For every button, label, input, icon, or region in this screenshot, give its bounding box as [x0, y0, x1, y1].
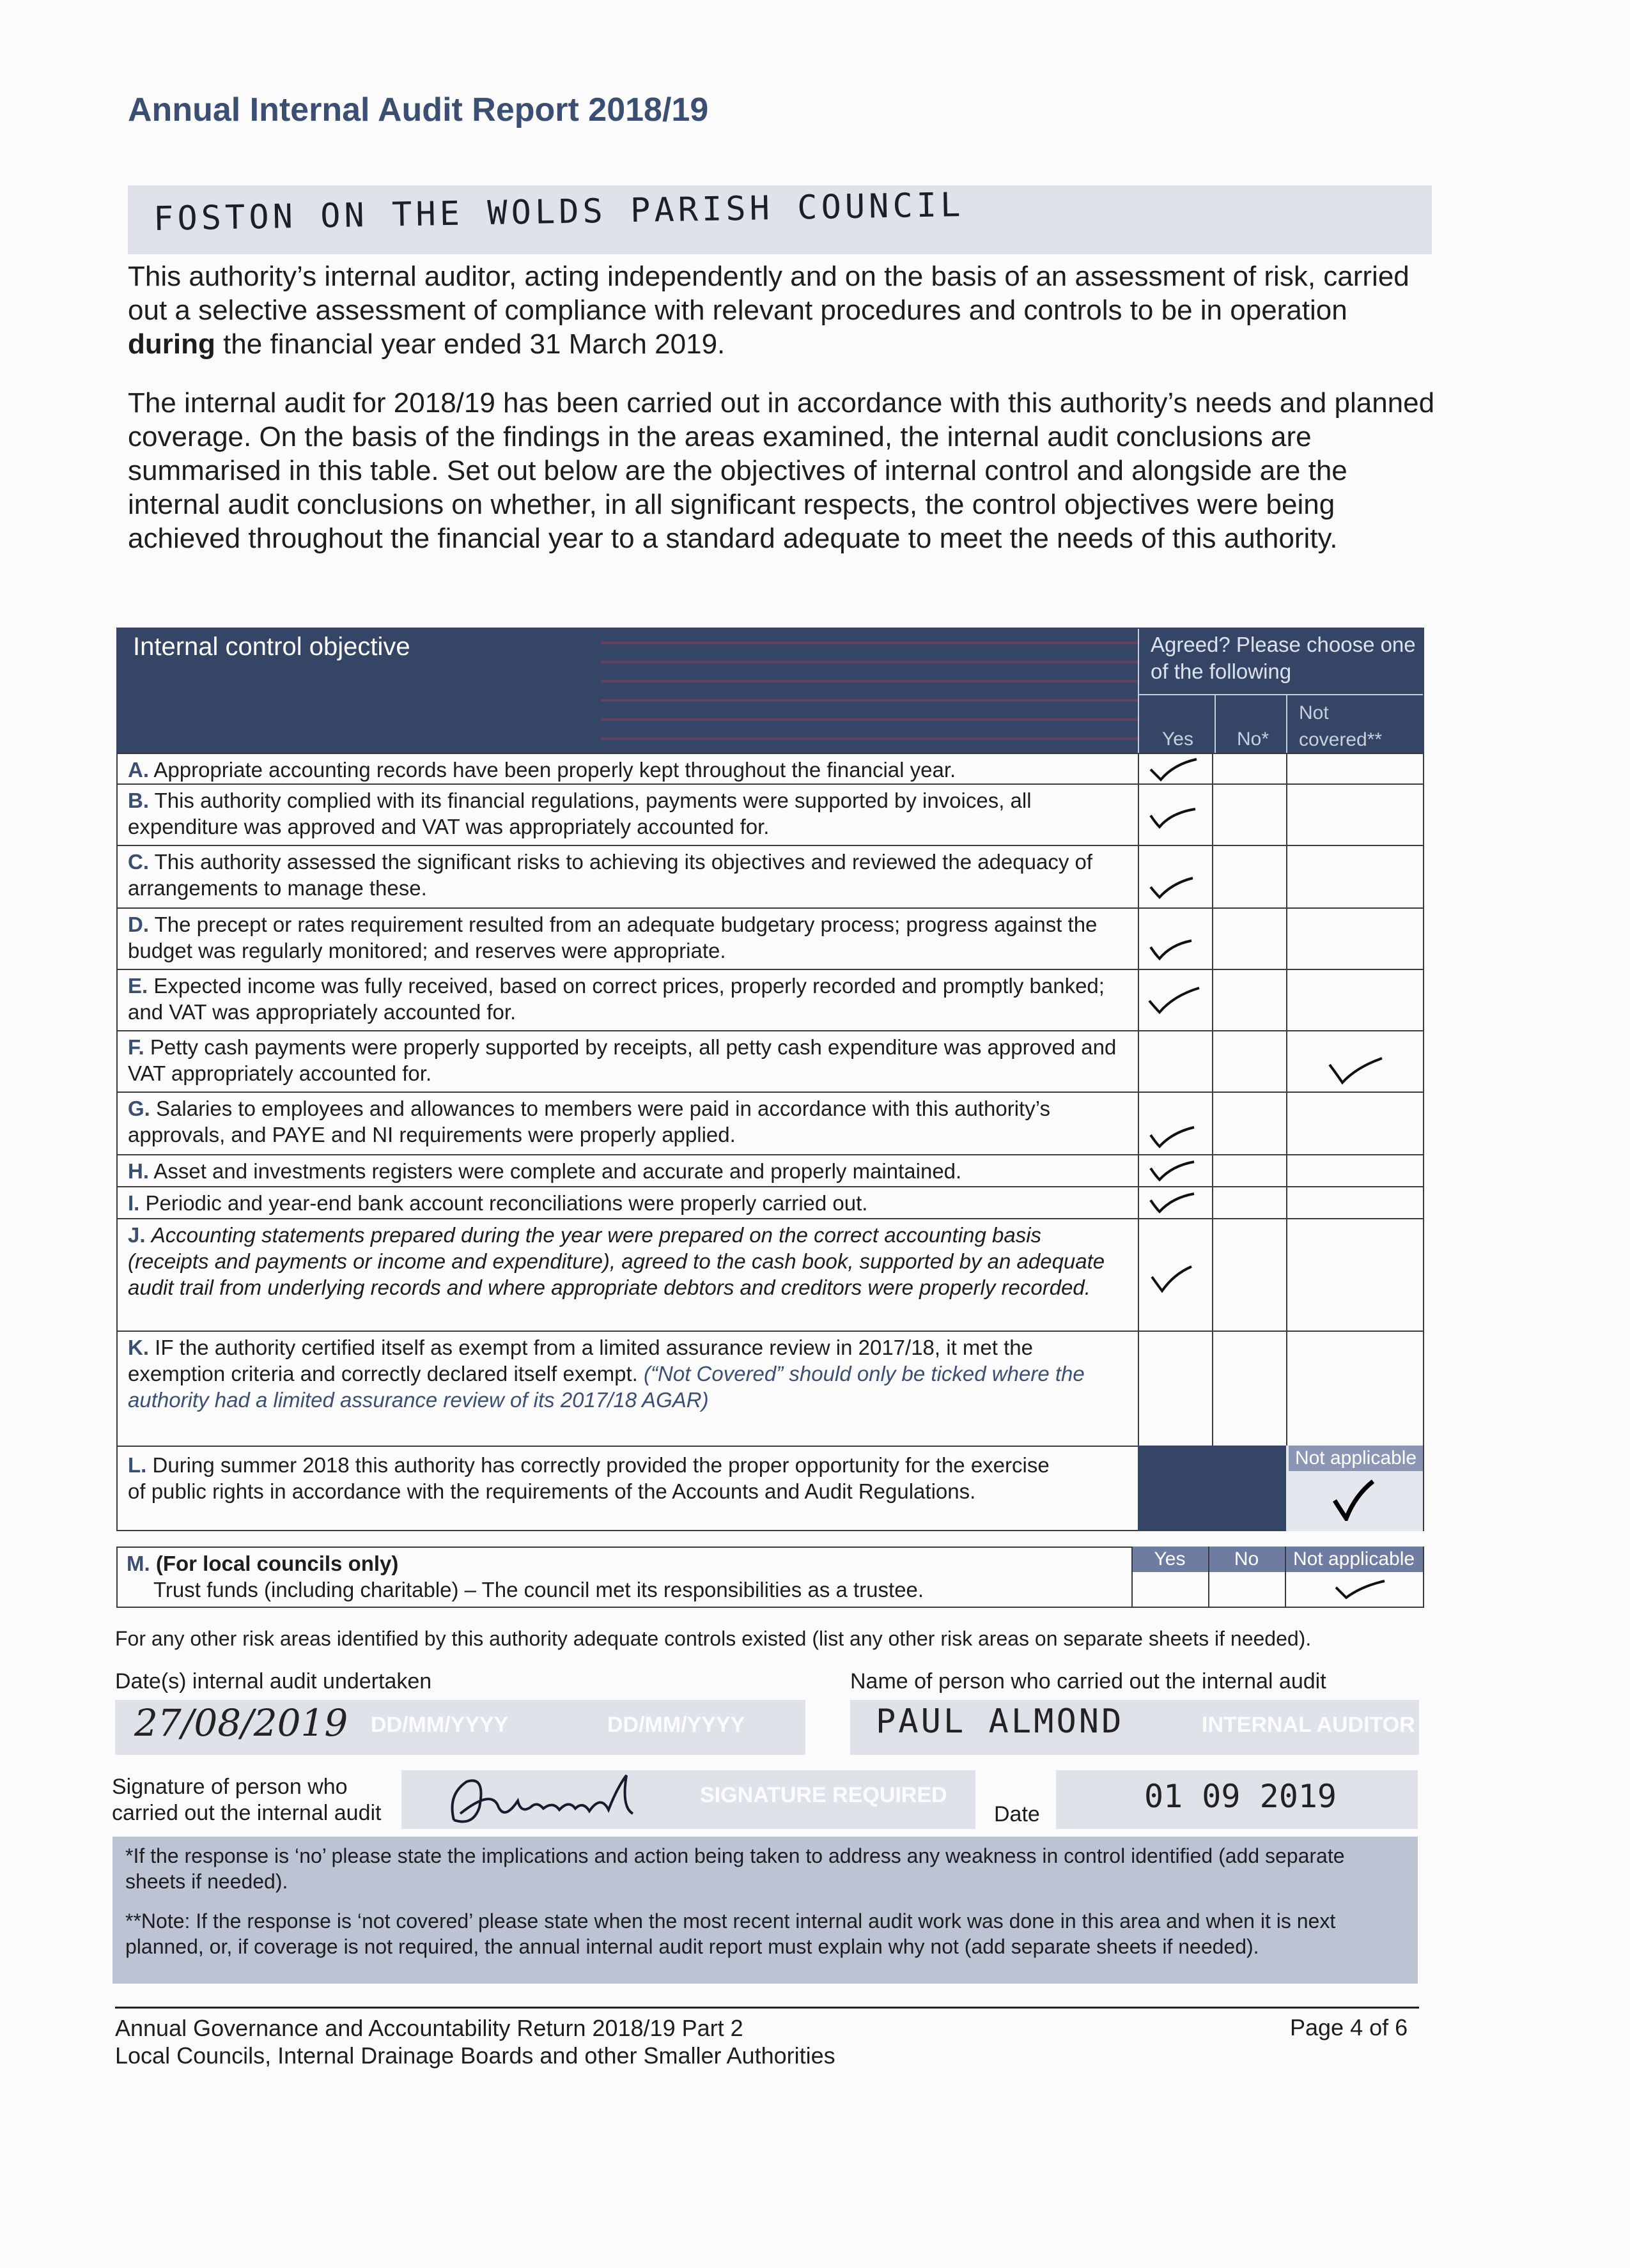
tick-icon	[1145, 757, 1203, 782]
date-placeholder: DD/MM/YYYY	[371, 1713, 509, 1737]
authority-name-handwritten: FOSTON ON THE WOLDS PARISH COUNCIL	[153, 185, 965, 239]
page-number: Page 4 of 6	[1290, 2014, 1408, 2040]
table-row: D. The precept or rates requirement resulted from an adequate budgetary process; progress against the budget was regularly monitored; and reserves were appropriate.	[116, 907, 1424, 970]
page-title: Annual Internal Audit Report 2018/19	[128, 91, 709, 128]
not-covered-cell[interactable]	[1286, 754, 1425, 785]
yes-cell[interactable]	[1138, 1219, 1213, 1332]
header-divider	[1138, 629, 1139, 753]
no-cell[interactable]	[1212, 1332, 1287, 1447]
not-covered-cell[interactable]	[1286, 785, 1425, 846]
tick-icon	[1145, 1158, 1203, 1184]
not-covered-cell[interactable]	[1286, 846, 1425, 909]
table-row: K. IF the authority certified itself as exempt from a limited assurance review in 2017/18, it met the exemption criteria and correctly declared itself exempt. (“Not Covered” should only be ticked where the authority had a limited assurance review of its 2017/18 AGAR)	[116, 1331, 1424, 1447]
yes-cell[interactable]	[1138, 909, 1213, 970]
footer-text: Annual Governance and Accountability Return 2018/19 Part 2 Local Councils, Internal Drainage Boards and other Smaller Authorities	[115, 2015, 835, 2069]
tick-icon	[1145, 1190, 1203, 1215]
row-k-note: (“Not Covered” should only be ticked where the authority had a limited assurance review of its 2017/18 AGAR)	[128, 1362, 1085, 1412]
note-not-covered: **Note: If the response is ‘not covered’ please state when the most recent internal audit work was done in this area and when it is next planned, or, if coverage is not required, the annual internal audit report must explain why not (add separate sheets if needed).	[125, 1909, 1336, 1958]
yes-cell[interactable]	[1138, 1093, 1213, 1155]
table-row: F. Petty cash payments were properly supported by receipts, all petty cash expenditure was approved and VAT appropriately accounted for.	[116, 1030, 1424, 1093]
tick-icon	[1324, 1056, 1388, 1085]
not-applicable-label: Not applicable	[1289, 1446, 1423, 1471]
not-covered-cell[interactable]	[1286, 1332, 1425, 1447]
row-m-no-label: No	[1234, 1548, 1259, 1570]
header-divider	[1215, 694, 1216, 753]
auditor-label: Name of person who carried out the internal audit	[850, 1669, 1326, 1693]
table-row: E. Expected income was fully received, based on correct prices, properly recorded and promptly banked; and VAT was appropriately accounted for.	[116, 969, 1424, 1031]
yes-cell[interactable]	[1138, 970, 1213, 1031]
table-row: I. Periodic and year-end bank account reconciliations were properly carried out.	[116, 1186, 1424, 1219]
audit-date-handwritten: 27/08/2019	[134, 1701, 348, 1745]
table-row: C. This authority assessed the significant risks to achieving its objectives and reviewed the adequacy of arrangements to manage these.	[116, 845, 1424, 909]
no-cell[interactable]	[1212, 785, 1287, 846]
no-cell[interactable]	[1212, 754, 1287, 785]
yes-cell[interactable]	[1138, 1031, 1213, 1093]
row-l-shaded-cell	[1138, 1446, 1286, 1531]
no-cell[interactable]	[1212, 1187, 1287, 1219]
footer-divider	[115, 2007, 1419, 2009]
tick-icon	[1331, 1479, 1376, 1521]
tick-icon	[1145, 1264, 1203, 1293]
no-cell[interactable]	[1212, 1155, 1287, 1187]
row-m-no-cell[interactable]	[1209, 1573, 1285, 1607]
tick-icon	[1145, 804, 1203, 829]
no-cell[interactable]	[1212, 1219, 1287, 1332]
column-header-not-covered: Not covered**	[1299, 702, 1383, 750]
not-covered-cell[interactable]	[1286, 1187, 1425, 1219]
signature-date-handwritten: 01 09 2019	[1144, 1778, 1337, 1815]
not-covered-cell[interactable]	[1286, 909, 1425, 970]
signature-image	[441, 1769, 671, 1833]
column-header-no: No*	[1237, 729, 1269, 750]
signature-placeholder: SIGNATURE REQUIRED	[700, 1783, 947, 1807]
no-cell[interactable]	[1212, 970, 1287, 1031]
intro-paragraph-1: This authority’s internal auditor, acting independently and on the basis of an assessment of risk, carried out a selective assessment of compliance with relevant procedures and controls to be in operation during the financial year ended 31 March 2019.	[128, 261, 1409, 360]
table-row: B. This authority complied with its financial regulations, payments were supported by invoices, all expenditure was approved and VAT was appropriately accounted for.	[116, 783, 1424, 846]
tick-icon	[1145, 874, 1203, 900]
yes-cell[interactable]	[1138, 846, 1213, 909]
no-cell[interactable]	[1212, 846, 1287, 909]
header-divider	[1286, 694, 1287, 753]
table-row: G. Salaries to employees and allowances to members were paid in accordance with this authority’s approvals, and PAYE and NI requirements were properly applied.	[116, 1092, 1424, 1155]
dates-label: Date(s) internal audit undertaken	[115, 1669, 432, 1693]
row-m-yes-cell[interactable]	[1133, 1573, 1208, 1607]
row-m-text: M. (For local councils only) Trust funds (including charitable) – The council met its responsibilities as a trustee.	[127, 1552, 924, 1601]
yes-cell[interactable]	[1138, 785, 1213, 846]
header-decoration	[601, 633, 1138, 741]
yes-cell[interactable]	[1138, 754, 1213, 785]
not-covered-cell[interactable]	[1286, 1155, 1425, 1187]
not-covered-cell[interactable]	[1286, 1093, 1425, 1155]
yes-cell[interactable]	[1138, 1155, 1213, 1187]
signature-label: Signature of person who carried out the internal audit	[112, 1775, 382, 1825]
auditor-placeholder: INTERNAL AUDITOR	[1202, 1713, 1415, 1737]
yes-cell[interactable]	[1138, 1332, 1213, 1447]
other-risk-statement: For any other risk areas identified by this authority adequate controls existed (list any other risk areas on separate sheets if needed).	[115, 1627, 1312, 1650]
column-header-yes: Yes	[1162, 729, 1193, 750]
table-row: H. Asset and investments registers were complete and accurate and properly maintained.	[116, 1154, 1424, 1187]
yes-cell[interactable]	[1138, 1187, 1213, 1219]
table-row: J. Accounting statements prepared during the year were prepared on the correct accounting basis (receipts and payments or income and expenditure), agreed to the cash book, supported by an adequate audit trail from underlying records and where appropriate debtors and creditors were properly recorded.	[116, 1218, 1424, 1332]
tick-icon	[1145, 985, 1203, 1015]
tick-icon	[1145, 1123, 1203, 1149]
row-m-yes-label: Yes	[1154, 1548, 1186, 1570]
no-cell[interactable]	[1212, 1031, 1287, 1093]
date-label: Date	[994, 1802, 1040, 1826]
auditor-name-handwritten: PAUL ALMOND	[876, 1702, 1124, 1741]
not-covered-cell[interactable]	[1286, 1219, 1425, 1332]
no-cell[interactable]	[1212, 1093, 1287, 1155]
tick-icon	[1145, 936, 1203, 961]
not-covered-cell[interactable]	[1286, 1031, 1425, 1093]
no-cell[interactable]	[1212, 909, 1287, 970]
tick-icon	[1331, 1577, 1388, 1603]
note-no-response: *If the response is ‘no’ please state the implications and action being taken to address any weakness in control identified (add separate sheets if needed).	[125, 1844, 1345, 1893]
row-m-na-cell[interactable]	[1286, 1573, 1423, 1607]
not-covered-cell[interactable]	[1286, 970, 1425, 1031]
column-header-agreed: Agreed? Please choose one of the following	[1151, 633, 1416, 683]
column-header-objective: Internal control objective	[133, 633, 410, 661]
row-m-na-label: Not applicable	[1292, 1548, 1415, 1570]
table-row: A. Appropriate accounting records have been properly kept throughout the financial year.	[116, 753, 1424, 785]
table-row: L. During summer 2018 this authority has correctly provided the proper opportunity for the exercise of public rights in accordance with the requirements of the Accounts and Audit Regulations.	[116, 1446, 1424, 1532]
date-placeholder: DD/MM/YYYY	[607, 1713, 745, 1737]
header-divider	[1138, 694, 1423, 695]
intro-paragraph-2: The internal audit for 2018/19 has been carried out in accordance with this authority’s needs and planned coverage. On the basis of the findings in the areas examined, the internal audit conclusions are summarised in this table. Set out below are the objectives of internal control and alongside are the internal audit conclusions on whether, in all significant respects, the control objectives were being achieved throughout the financial year to a standard adequate to meet the needs of this authority.	[128, 387, 1435, 554]
